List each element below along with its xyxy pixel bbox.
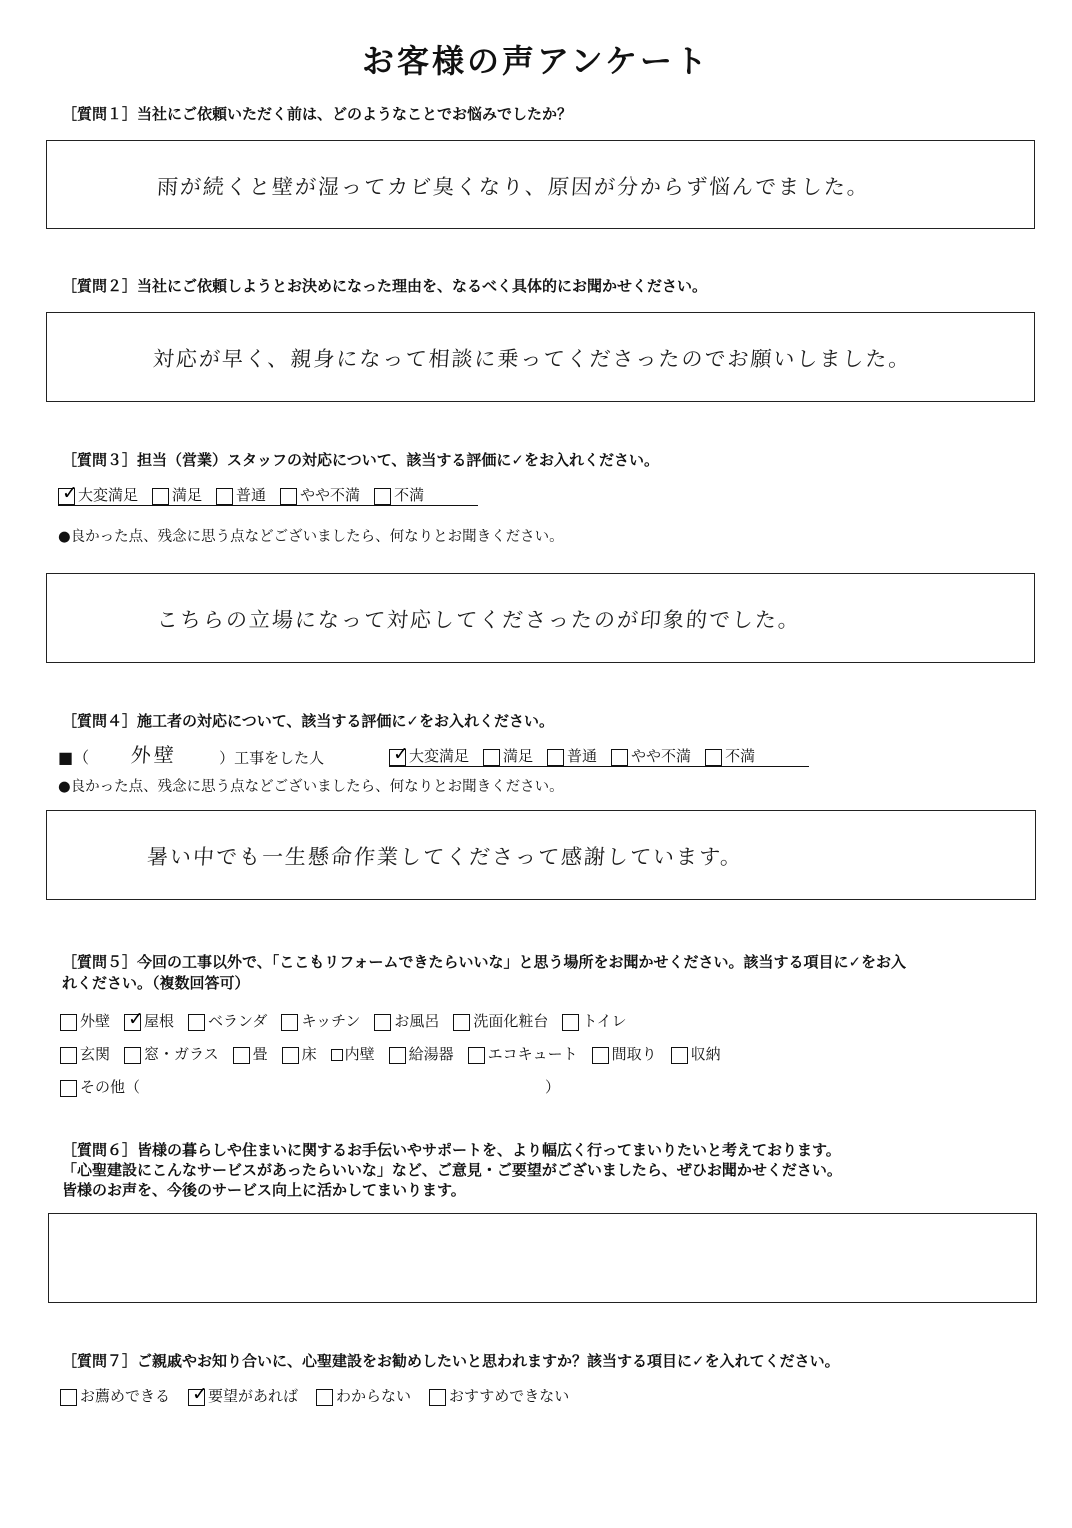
question-5-other-row: [60, 1075, 560, 1097]
question-5-label-line1: ［質問５］今回の工事以外で、「ここもリフォームできたらいいな」と思う場所をお聞かせください。該当する項目に✓をお入: [62, 953, 907, 971]
q4-checkbox-somewhat-dissatisfied[interactable]: [611, 749, 628, 766]
q5-checkbox[interactable]: [374, 1014, 391, 1031]
q3-option-label: 不満: [394, 486, 425, 504]
q5-checkbox[interactable]: [562, 1014, 579, 1031]
q7-option-if-requested[interactable]: [188, 1385, 298, 1406]
q4-option-dissatisfied[interactable]: [705, 745, 755, 766]
question-5-options-row2: [60, 1042, 735, 1064]
q5-other-close-paren: ）: [544, 1078, 560, 1096]
q3-option-dissatisfied[interactable]: [374, 484, 424, 505]
question-4-comment-prompt: ●良かった点、残念に思う点などございましたら、何なりとお聞きください。: [58, 779, 564, 795]
q4-checkbox-dissatisfied[interactable]: [705, 749, 722, 766]
q5-option-label: キッチン: [301, 1012, 361, 1030]
question-2-label: ［質問２］当社にご依頼しようとお決めになった理由を、なるべく具体的にお聞かせください。: [62, 277, 708, 295]
q5-option-inner-wall[interactable]: [331, 1043, 375, 1064]
question-7-options: [60, 1384, 583, 1406]
q3-checkbox-somewhat-dissatisfied[interactable]: [280, 488, 297, 505]
q5-option-label: ベランダ: [208, 1012, 268, 1030]
q7-option-label: 要望があれば: [208, 1387, 299, 1405]
q5-option-label: 収納: [690, 1045, 721, 1063]
q5-checkbox[interactable]: [233, 1047, 250, 1064]
q4-option-label: やや不満: [631, 747, 692, 765]
q5-option-label: 屋根: [144, 1012, 175, 1030]
q3-option-very-satisfied[interactable]: [58, 484, 138, 505]
q4-checkbox-neutral[interactable]: [547, 749, 564, 766]
q5-option-label: 内壁: [344, 1045, 375, 1063]
q7-checkbox[interactable]: [60, 1389, 77, 1406]
q3-checkbox-neutral[interactable]: [216, 488, 233, 505]
q5-checkbox[interactable]: [281, 1014, 298, 1031]
q5-checkbox[interactable]: [282, 1047, 299, 1064]
question-2-answer-box[interactable]: [46, 312, 1035, 402]
question-5-options-row1: [60, 1009, 641, 1031]
q5-option-layout[interactable]: [592, 1043, 657, 1064]
q7-checkbox[interactable]: [188, 1383, 208, 1406]
question-7-label: ［質問７］ご親戚やお知り合いに、心聖建設をお勧めしたいと思われますか？該当する項目に✓を入れてください。: [62, 1352, 840, 1370]
q5-checkbox[interactable]: [60, 1014, 77, 1031]
q5-checkbox[interactable]: [592, 1047, 609, 1064]
question-1-answer-box[interactable]: [46, 140, 1035, 229]
q5-option-label: 畳: [252, 1045, 268, 1063]
q5-checkbox[interactable]: [124, 1008, 144, 1031]
q5-checkbox[interactable]: [124, 1047, 141, 1064]
q5-option-storage[interactable]: [671, 1043, 721, 1064]
q7-option-unsure[interactable]: [316, 1385, 411, 1406]
q5-checkbox[interactable]: [331, 1049, 343, 1061]
q5-checkbox[interactable]: [188, 1014, 205, 1031]
work-type-value[interactable]: 外壁: [130, 743, 178, 767]
question-6-label-line2: 「心聖建設にこんなサービスがあったらいいな」など、ご意見・ご要望がございましたら、ぜひお聞かせください。: [62, 1161, 842, 1179]
q5-option-label: 間取り: [611, 1045, 657, 1063]
question-6-label-line3: 皆様のお声を、今後のサービス向上に活かしてまいります。: [62, 1181, 466, 1199]
question-4-label: ［質問４］施工者の対応について、該当する評価に✓をお入れください。: [62, 712, 554, 730]
q5-option-label: 床: [301, 1045, 317, 1063]
q5-checkbox[interactable]: [671, 1047, 688, 1064]
check-mark-icon: ✓: [128, 1008, 144, 1030]
q4-option-neutral[interactable]: [547, 745, 597, 766]
q5-checkbox[interactable]: [468, 1047, 485, 1064]
q4-option-label: 不満: [725, 747, 756, 765]
q5-option-bath[interactable]: [374, 1010, 439, 1031]
question-2-answer: 対応が早く、親身になって相談に乗ってくださったのでお願いしました。: [152, 347, 913, 371]
q3-checkbox-satisfied[interactable]: [152, 488, 169, 505]
q5-option-other[interactable]: [60, 1076, 140, 1097]
q3-checkbox-dissatisfied[interactable]: [374, 488, 391, 505]
q5-option-water-heater[interactable]: [389, 1043, 454, 1064]
q4-option-label: 満足: [503, 747, 534, 765]
question-6-label-line1: ［質問６］皆様の暮らしや住まいに関するお手伝いやサポートを、より幅広く行ってまいりたいと考えております。: [62, 1141, 841, 1159]
work-type-suffix: ）工事をした人: [219, 749, 325, 767]
question-3-comment-prompt: ●良かった点、残念に思う点などございましたら、何なりとお聞きください。: [58, 529, 564, 545]
question-5-label-line2: れください。（複数回答可）: [62, 974, 250, 992]
q5-other-label: その他（: [80, 1078, 141, 1096]
q5-option-vanity[interactable]: [453, 1010, 548, 1031]
q5-option-entrance[interactable]: [60, 1043, 110, 1064]
q4-checkbox-satisfied[interactable]: [483, 749, 500, 766]
q3-option-somewhat-dissatisfied[interactable]: [280, 484, 360, 505]
question-6-answer-box[interactable]: [48, 1213, 1037, 1303]
q5-option-label: 洗面化粧台: [473, 1012, 549, 1030]
q5-option-roof[interactable]: [124, 1010, 174, 1031]
q5-option-label: 窓・ガラス: [144, 1045, 219, 1063]
work-type-prefix: ■（: [58, 748, 90, 767]
q5-option-label: エコキュート: [487, 1045, 578, 1063]
q5-option-label: トイレ: [582, 1012, 627, 1030]
page-title: お客様の声アンケート: [361, 42, 711, 80]
q7-option-label: おすすめできない: [449, 1387, 570, 1405]
question-3-answer-box[interactable]: [46, 573, 1035, 663]
q5-option-label: 外壁: [80, 1012, 111, 1030]
question-4-rating-group: [389, 742, 809, 767]
q5-option-outer-wall[interactable]: [60, 1010, 110, 1031]
q5-option-kitchen[interactable]: [281, 1010, 360, 1031]
q7-checkbox[interactable]: [429, 1389, 446, 1406]
q5-checkbox[interactable]: [389, 1047, 406, 1064]
q3-checkbox-very-satisfied[interactable]: [58, 482, 78, 505]
q5-option-ecocute[interactable]: [468, 1043, 578, 1064]
q5-option-veranda[interactable]: [188, 1010, 267, 1031]
q3-option-label: 普通: [236, 486, 267, 504]
q3-option-neutral[interactable]: [216, 484, 266, 505]
q5-checkbox[interactable]: [60, 1080, 77, 1097]
q5-option-floor[interactable]: [282, 1043, 317, 1064]
q3-option-label: 満足: [172, 486, 203, 504]
question-1-answer: 雨が続くと壁が湿ってカビ臭くなり、原因が分からず悩んでました。: [156, 175, 871, 199]
q5-option-label: 給湯器: [408, 1045, 454, 1063]
q4-option-label: 普通: [567, 747, 598, 765]
question-4-answer: 暑い中でも一生懸命作業してくださって感謝しています。: [146, 845, 745, 869]
q4-option-label: 大変満足: [409, 747, 470, 765]
q4-option-somewhat-dissatisfied[interactable]: [611, 745, 691, 766]
check-mark-icon: ✓: [393, 743, 409, 765]
q4-option-satisfied[interactable]: [483, 745, 533, 766]
q7-option-cannot-recommend[interactable]: [429, 1385, 569, 1406]
q7-option-label: わからない: [336, 1387, 412, 1405]
check-mark-icon: ✓: [62, 482, 78, 504]
q7-checkbox[interactable]: [316, 1389, 333, 1406]
question-4-work-line: [58, 740, 324, 768]
question-1-label: ［質問１］当社にご依頼いただく前は、どのようなことでお悩みでしたか？: [62, 105, 573, 123]
q3-option-satisfied[interactable]: [152, 484, 202, 505]
q5-option-label: 玄関: [80, 1045, 111, 1063]
q5-option-label: お風呂: [394, 1012, 440, 1030]
q3-option-label: 大変満足: [78, 486, 139, 504]
q5-checkbox[interactable]: [453, 1014, 470, 1031]
q4-checkbox-very-satisfied[interactable]: [389, 743, 409, 766]
q7-option-recommend[interactable]: [60, 1385, 170, 1406]
q5-option-tatami[interactable]: [233, 1043, 268, 1064]
check-mark-icon: ✓: [192, 1383, 208, 1405]
question-4-answer-box[interactable]: [46, 810, 1036, 900]
question-3-rating-group: [58, 481, 478, 506]
q3-option-label: やや不満: [300, 486, 361, 504]
question-3-answer: こちらの立場になって対応してくださったのが印象的でした。: [156, 608, 802, 632]
question-3-label: ［質問３］担当（営業）スタッフの対応について、該当する評価に✓をお入れください。: [62, 451, 659, 469]
q5-option-window-glass[interactable]: [124, 1043, 219, 1064]
q7-option-label: お薦めできる: [80, 1387, 171, 1405]
q5-option-toilet[interactable]: [562, 1010, 626, 1031]
q5-checkbox[interactable]: [60, 1047, 77, 1064]
q4-option-very-satisfied[interactable]: [389, 745, 469, 766]
